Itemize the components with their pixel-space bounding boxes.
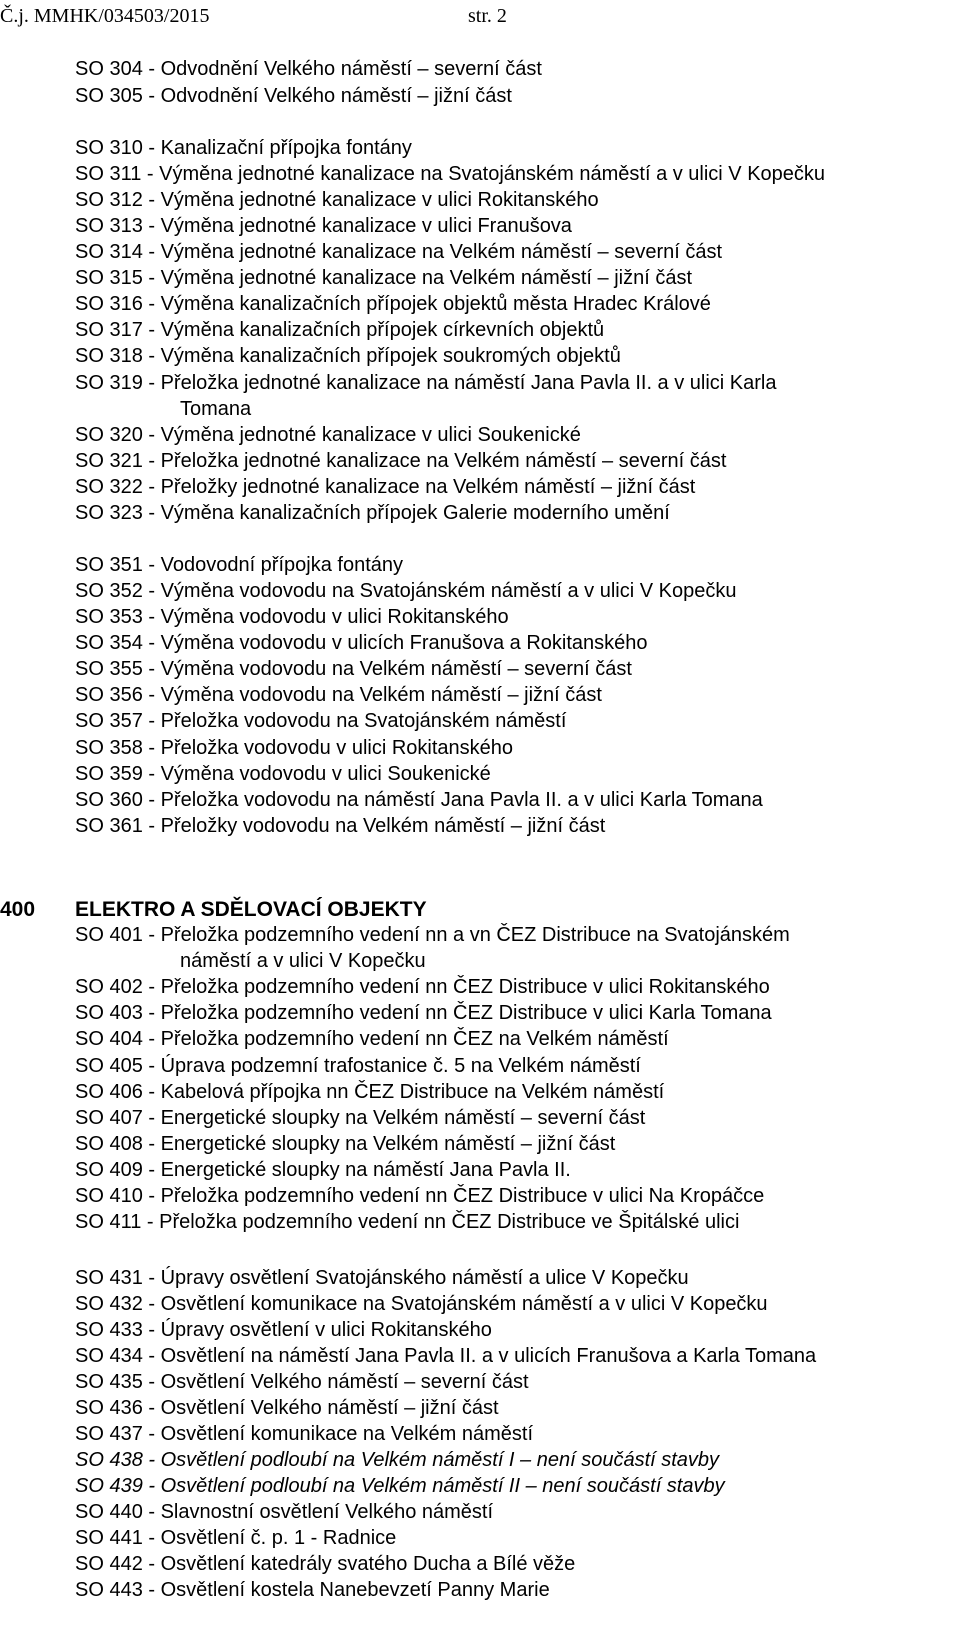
list-item: SO 409 - Energetické sloupky na náměstí Jana Pavla II. [75,1159,571,1181]
list-item: SO 432 - Osvětlení komunikace na Svatojánském náměstí a v ulici V Kopečku [75,1293,768,1315]
list-item: SO 323 - Výměna kanalizačních přípojek Galerie moderního umění [75,502,670,524]
list-item: SO 313 - Výměna jednotné kanalizace v ulici Franušova [75,215,572,237]
list-item: SO 322 - Přeložky jednotné kanalizace na Velkém náměstí – jižní část [75,476,696,498]
list-item: SO 436 - Osvětlení Velkého náměstí – jižní část [75,1397,499,1419]
list-item: SO 434 - Osvětlení na náměstí Jana Pavla II. a v ulicích Franušova a Karla Tomana [75,1345,817,1367]
list-item: SO 360 - Přeložka vodovodu na náměstí Jana Pavla II. a v ulici Karla Tomana [75,789,763,811]
list-item: SO 442 - Osvětlení katedrály svatého Ducha a Bílé věže [75,1553,576,1575]
list-item: SO 312 - Výměna jednotné kanalizace v ulici Rokitanského [75,189,599,211]
list-item: SO 403 - Přeložka podzemního vedení nn ČEZ Distribuce v ulici Karla Tomana [75,1002,772,1024]
list-item-excluded: SO 439 - Osvětlení podloubí na Velkém náměstí II – není součástí stavby [75,1475,725,1497]
list-item: SO 411 - Přeložka podzemního vedení nn ČEZ Distribuce ve Špitálské ulici [75,1211,740,1233]
list-item: SO 314 - Výměna jednotné kanalizace na Velkém náměstí – severní část [75,241,723,263]
list-item-continuation: náměstí a v ulici V Kopečku [180,950,426,972]
section-number: 400 [0,898,36,921]
list-item: SO 401 - Přeložka podzemního vedení nn a vn ČEZ Distribuce na Svatojánském [75,924,790,946]
list-item: SO 410 - Přeložka podzemního vedení nn ČEZ Distribuce v ulici Na Kropáčce [75,1185,765,1207]
list-item: SO 352 - Výměna vodovodu na Svatojánském náměstí a v ulici V Kopečku [75,580,737,602]
list-item: SO 404 - Přeložka podzemního vedení nn ČEZ na Velkém náměstí [75,1028,669,1050]
list-item: SO 441 - Osvětlení č. p. 1 - Radnice [75,1527,397,1549]
list-item: SO 356 - Výměna vodovodu na Velkém náměstí – jižní část [75,684,602,706]
list-item: SO 304 - Odvodnění Velkého náměstí – severní část [75,58,542,80]
list-item-continuation: Tomana [180,398,252,420]
list-item: SO 440 - Slavnostní osvětlení Velkého náměstí [75,1501,494,1523]
list-item: SO 315 - Výměna jednotné kanalizace na Velkém náměstí – jižní část [75,267,693,289]
list-item: SO 310 - Kanalizační přípojka fontány [75,137,412,159]
list-item: SO 406 - Kabelová přípojka nn ČEZ Distribuce na Velkém náměstí [75,1081,665,1103]
list-item: SO 437 - Osvětlení komunikace na Velkém náměstí [75,1423,533,1445]
list-item: SO 311 - Výměna jednotné kanalizace na Svatojánském náměstí a v ulici V Kopečku [75,163,826,185]
document-reference: Č.j. MMHK/034503/2015 [0,5,210,27]
list-item: SO 354 - Výměna vodovodu v ulicích Franušova a Rokitanského [75,632,648,654]
list-item: SO 353 - Výměna vodovodu v ulici Rokitanského [75,606,509,628]
page-number: str. 2 [468,5,507,27]
list-item: SO 357 - Přeložka vodovodu na Svatojánském náměstí [75,710,567,732]
list-item: SO 433 - Úpravy osvětlení v ulici Rokitanského [75,1319,492,1341]
list-item: SO 316 - Výměna kanalizačních přípojek objektů města Hradec Králové [75,293,711,315]
list-item: SO 351 - Vodovodní přípojka fontány [75,554,403,576]
list-item: SO 317 - Výměna kanalizačních přípojek církevních objektů [75,319,605,341]
list-item: SO 355 - Výměna vodovodu na Velkém náměstí – severní část [75,658,632,680]
list-item: SO 435 - Osvětlení Velkého náměstí – severní část [75,1371,529,1393]
list-item: SO 431 - Úpravy osvětlení Svatojánského náměstí a ulice V Kopečku [75,1267,689,1289]
list-item: SO 443 - Osvětlení kostela Nanebevzetí Panny Marie [75,1579,550,1601]
list-item: SO 321 - Přeložka jednotné kanalizace na Velkém náměstí – severní část [75,450,727,472]
list-item: SO 361 - Přeložky vodovodu na Velkém náměstí – jižní část [75,815,606,837]
list-item: SO 319 - Přeložka jednotné kanalizace na náměstí Jana Pavla II. a v ulici Karla [75,372,777,394]
list-item: SO 318 - Výměna kanalizačních přípojek soukromých objektů [75,345,621,367]
list-item: SO 305 - Odvodnění Velkého náměstí – jižní část [75,85,512,107]
list-item: SO 358 - Přeložka vodovodu v ulici Rokitanského [75,737,514,759]
list-item-excluded: SO 438 - Osvětlení podloubí na Velkém náměstí I – není součástí stavby [75,1449,720,1471]
section-heading: ELEKTRO A SDĚLOVACÍ OBJEKTY [75,898,427,921]
list-item: SO 402 - Přeložka podzemního vedení nn ČEZ Distribuce v ulici Rokitanského [75,976,770,998]
list-item: SO 405 - Úprava podzemní trafostanice č. 5 na Velkém náměstí [75,1055,641,1077]
list-item: SO 320 - Výměna jednotné kanalizace v ulici Soukenické [75,424,581,446]
list-item: SO 359 - Výměna vodovodu v ulici Soukenické [75,763,491,785]
list-item: SO 407 - Energetické sloupky na Velkém náměstí – severní část [75,1107,646,1129]
list-item: SO 408 - Energetické sloupky na Velkém náměstí – jižní část [75,1133,616,1155]
